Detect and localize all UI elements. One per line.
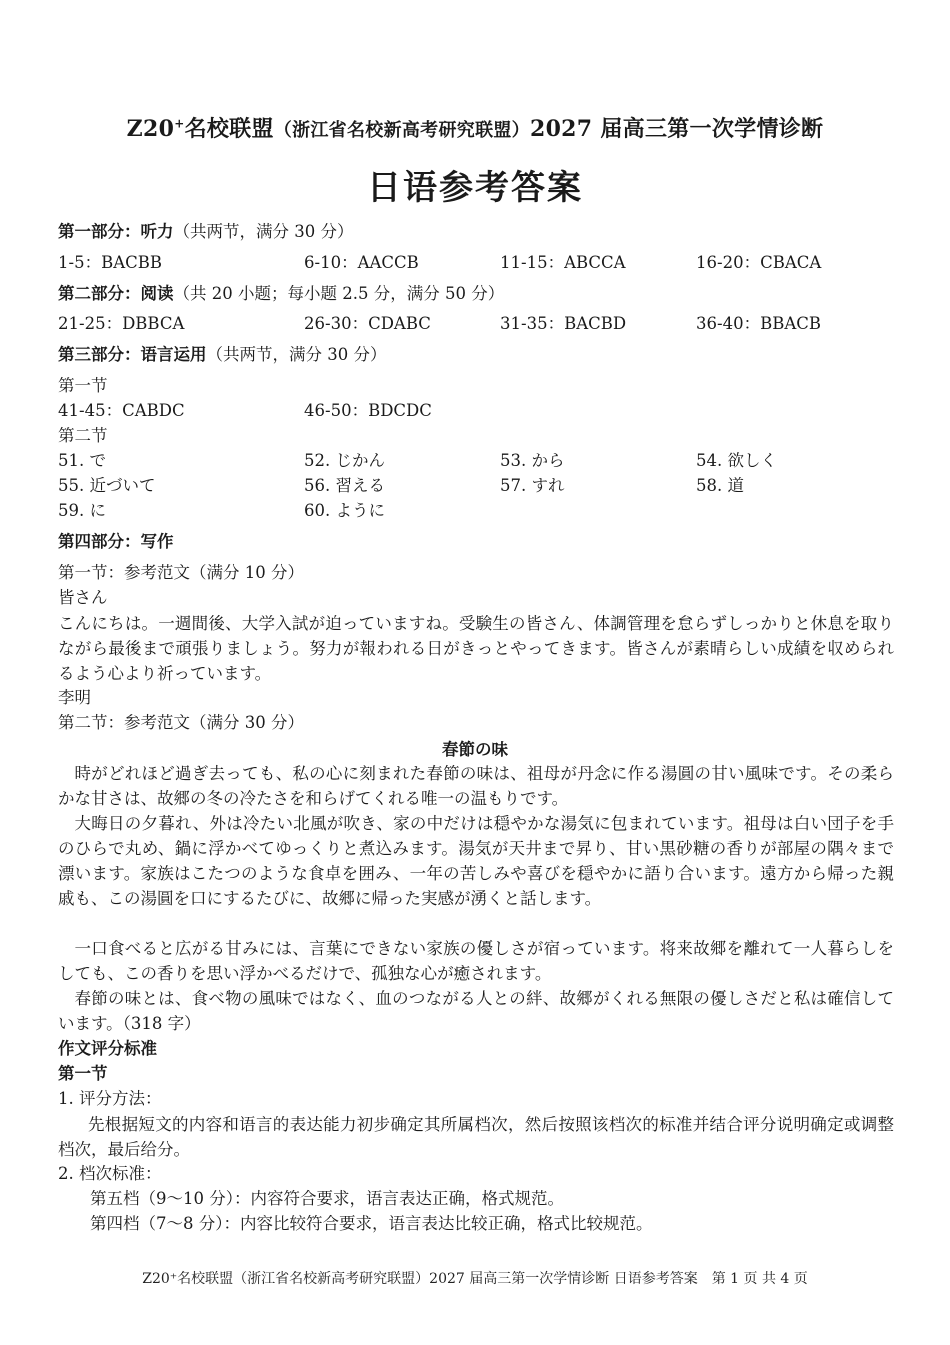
answer-cell: 1-5：BACBB <box>58 253 162 272</box>
page-footer: Z20⁺名校联盟（浙江省名校新高考研究联盟）2027 届高三第一次学情诊断 日语参考答案 第 1 页 共 4 页 <box>142 1271 808 1287</box>
title-superscript: + <box>174 116 185 131</box>
title-exam-name: 2027 届高三第一次学情诊断 <box>529 116 824 142</box>
grading-item1-text: 先根据短文的内容和语言的表达能力初步确定其所属档次，然后按照该档次的标准并结合评分说明确定或调整档次，最后给分。 <box>58 1115 894 1159</box>
part1-note: （共两节，满分 30 分） <box>173 222 354 241</box>
answer-cell: 41-45：CABDC <box>58 401 185 420</box>
answer-cell: 59. に <box>58 501 106 520</box>
part3-section1-answer-row <box>58 399 898 423</box>
part1-heading-label: 第一部分：听力 <box>58 222 174 241</box>
answer-cell: 51. で <box>58 451 106 470</box>
answer-cell: 56. 習える <box>304 476 385 495</box>
part2-heading <box>58 282 504 306</box>
part4-section2-label: 第二节：参考范文（满分 30 分） <box>58 713 304 732</box>
fill-answer-row <box>58 499 898 523</box>
grading-heading-label: 作文评分标准 <box>58 1039 157 1058</box>
answer-cell: 11-15：ABCCA <box>500 253 626 272</box>
letter-salutation: 皆さん <box>58 588 108 607</box>
answer-cell: 26-30：CDABC <box>304 314 431 333</box>
answer-cell: 21-25：DBBCA <box>58 314 185 333</box>
essay-title: 春節の味 <box>442 740 508 759</box>
answer-cell: 36-40：BBACB <box>696 314 821 333</box>
part3-heading-label: 第三部分：语言运用 <box>58 345 207 364</box>
essay-paragraph: 春節の味とは、食べ物の風味ではなく、血のつながる人との絆、故郷がくれる無限の優しさだと私は確信しています。（318 字） <box>58 989 894 1033</box>
essay-paragraph: 時がどれほど過ぎ去っても、私の心に刻まれた春節の味は、祖母が丹念に作る湯圓の甘い風味です。その柔らかな甘さは、故郷の冬の冷たさを和らげてくれる唯一の温もりです。 <box>58 764 894 808</box>
document-title: 日语参考答案 <box>367 168 583 208</box>
fill-answer-row <box>58 449 898 473</box>
answer-cell: 52. じかん <box>304 451 385 470</box>
answer-cell: 6-10：AACCB <box>304 253 419 272</box>
answer-cell: 58. 道 <box>696 476 744 495</box>
exam-title <box>0 112 950 143</box>
part2-heading-label: 第二部分：阅读 <box>58 284 174 303</box>
letter-signature: 李明 <box>58 688 91 707</box>
part3-note: （共两节，满分 30 分） <box>206 345 387 364</box>
part4-heading <box>58 530 174 554</box>
part2-note: （共 20 小题；每小题 2.5 分，满分 50 分） <box>173 284 505 303</box>
answer-cell: 31-35：BACBD <box>500 314 627 333</box>
essay-paragraph: 一口食べると広がる甘みには、言葉にできない家族の優しさが宿っています。将来故郷を離れて一人暮らしをしても、この香りを思い浮かべるだけで、孤独な心が癒されます。 <box>58 939 894 983</box>
part4-heading-label: 第四部分：写作 <box>58 532 174 551</box>
part4-section1-label: 第一节：参考范文（满分 10 分） <box>58 563 304 582</box>
answer-cell: 55. 近づいて <box>58 476 156 495</box>
answer-cell: 60. ように <box>304 501 385 520</box>
answer-cell: 46-50：BDCDC <box>304 401 432 420</box>
grading-level4: 第四档（7～8 分）：内容比较符合要求，语言表达比较正确，格式比较规范。 <box>90 1214 653 1233</box>
part1-answer-row <box>58 251 898 275</box>
part2-answer-row <box>58 312 898 336</box>
essay-paragraph: 大晦日の夕暮れ、外は冷たい北風が吹き、家の中だけは穏やかな湯気に包まれています。祖母は白い団子を手のひらで丸め、鍋に浮かべてゆっくりと煮込みます。湯気が天井まで昇り、甘い黒砂糖の香りが部屋の隅々まで漂います。家族はこたつのような食卓を囲み、一年の苦しみや喜びを穏やかに語り合います。遠方から帰った親戚も、この湯圓を口にするたびに、故郷に帰った実感が湧くと話します。 <box>58 814 894 908</box>
title-prefix: Z20 <box>126 116 175 142</box>
answer-cell: 57. すれ <box>500 476 565 495</box>
grading-section1-text: 第一节 <box>58 1064 108 1083</box>
fill-answer-row <box>58 474 898 498</box>
answer-cell: 53. から <box>500 451 565 470</box>
part3-section1-label: 第一节 <box>58 376 108 395</box>
letter-body: こんにちは。一週間後、大学入試が迫っていますね。受験生の皆さん、体調管理を怠らずしっかりと休息を取りながら最後まで頑張りましょう。努力が報われる日がきっとやってきます。皆さんが素晴らしい成績を収められるよう心より祈っています。 <box>58 614 894 683</box>
title-alliance: 名校联盟 <box>184 116 274 142</box>
title-parenthetical: （浙江省名校新高考研究联盟） <box>273 120 530 141</box>
grading-item1-label: 1. 评分方法： <box>58 1089 162 1108</box>
answer-cell: 54. 欲しく <box>696 451 777 470</box>
answer-cell: 16-20：CBACA <box>696 253 822 272</box>
grading-level5: 第五档（9～10 分）：内容符合要求，语言表达正确，格式规范。 <box>90 1189 564 1208</box>
part3-section2-label: 第二节 <box>58 426 108 445</box>
part1-heading <box>58 220 354 244</box>
part3-heading <box>58 343 387 367</box>
grading-section1-label <box>58 1062 108 1086</box>
grading-heading <box>58 1037 157 1061</box>
grading-item2-label: 2. 档次标准： <box>58 1164 162 1183</box>
